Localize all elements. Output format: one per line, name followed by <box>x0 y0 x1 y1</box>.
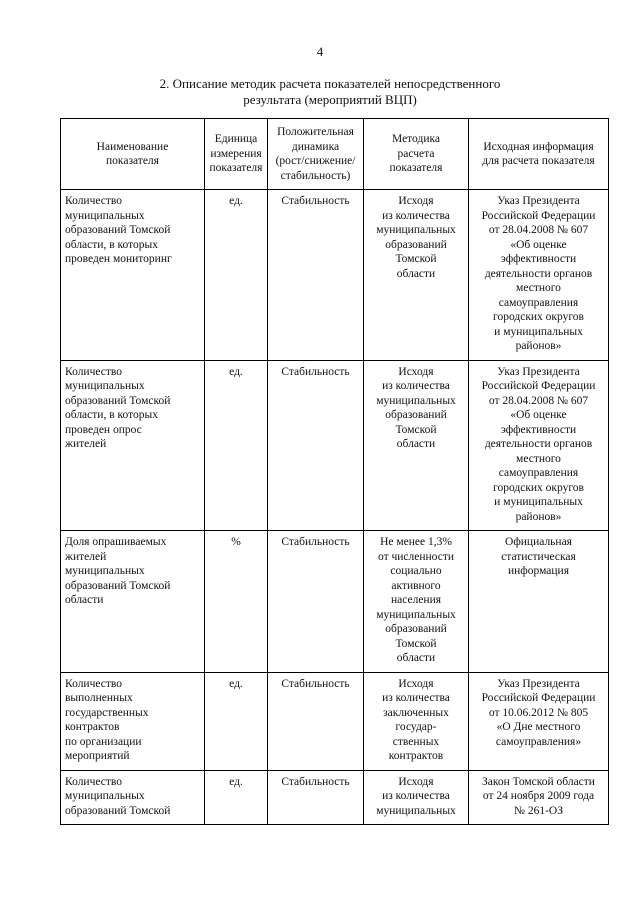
cell-method-line: ственных <box>392 735 440 748</box>
cell-dynamics <box>268 672 364 770</box>
cell-source-line: районов» <box>515 340 562 352</box>
cell-source-line: эффективности <box>500 253 577 265</box>
cell-source-line: Российской Федерации <box>481 209 596 222</box>
cell-source-line: Указ Президента <box>497 195 580 207</box>
cell-indicator-name-line: области <box>65 594 104 606</box>
table-row <box>61 360 609 531</box>
cell-source-line: № 261-ОЗ <box>514 804 563 817</box>
heading-line-1: 2. Описание методик расчета показателей непосредственного <box>159 76 501 91</box>
header-dynamics-line: динамика <box>291 140 340 153</box>
cell-method-line: муниципальных <box>376 224 456 236</box>
cell-source-line: информация <box>508 565 569 577</box>
cell-unit <box>205 190 268 361</box>
header-unit-line: показателя <box>209 162 263 175</box>
cell-unit-line: ед. <box>229 365 243 378</box>
cell-method-line: от численности <box>377 550 454 563</box>
cell-unit <box>205 360 268 531</box>
cell-dynamics-line: Стабильность <box>281 195 350 207</box>
cell-method-line: из количества <box>382 209 450 222</box>
cell-method <box>364 190 469 361</box>
header-unit-line: Единица <box>214 133 258 146</box>
cell-unit-line: % <box>231 536 241 548</box>
cell-method-line: Томской <box>395 423 437 436</box>
cell-indicator-name-line: области, в которых <box>65 238 158 251</box>
header-method <box>364 119 469 190</box>
indicators-table <box>60 118 609 825</box>
cell-indicator-name <box>61 672 205 770</box>
cell-method-line: образований <box>385 238 447 251</box>
table-header-row <box>61 119 609 190</box>
header-unit <box>205 119 268 190</box>
table-row <box>61 190 609 361</box>
cell-method-line: заключенных <box>383 706 449 719</box>
cell-indicator-name-line: проведен опрос <box>65 423 142 436</box>
cell-unit-line: ед. <box>229 775 243 788</box>
cell-source <box>469 770 609 825</box>
cell-dynamics-line: Стабильность <box>281 677 350 690</box>
table-body <box>61 190 609 825</box>
cell-source-line: Российской Федерации <box>481 692 596 704</box>
cell-indicator-name-line: проведен мониторинг <box>65 253 172 265</box>
cell-indicator-name-line: государственных <box>65 706 149 719</box>
cell-source <box>469 360 609 531</box>
cell-indicator-name-line: образований Томской <box>65 804 171 817</box>
cell-source-line: городских округов <box>493 481 584 494</box>
cell-indicator-name-line: жителей <box>65 550 107 563</box>
cell-source-line: городских округов <box>493 311 584 323</box>
cell-unit-line: ед. <box>229 195 243 207</box>
cell-indicator-name-line: по организации <box>65 735 142 748</box>
cell-source-line: эффективности <box>500 423 577 436</box>
header-dynamics-line: Положительная <box>277 126 354 138</box>
cell-indicator-name-line: муниципальных <box>65 790 145 802</box>
cell-method <box>364 360 469 531</box>
header-name <box>61 119 205 190</box>
cell-method-line: Томской <box>395 637 437 650</box>
cell-method-line: образований <box>385 409 447 421</box>
cell-source-line: самоуправления» <box>495 735 582 748</box>
cell-method <box>364 770 469 825</box>
header-name-line: показателя <box>106 155 159 167</box>
cell-dynamics-line: Стабильность <box>281 775 350 788</box>
cell-source-line: районов» <box>515 510 562 523</box>
header-method-line: показателя <box>389 162 443 175</box>
header-source-line: Исходная информация <box>483 140 594 153</box>
header-dynamics-line: (рост/снижение/ <box>275 155 356 167</box>
cell-indicator-name-line: Количество <box>65 775 122 788</box>
cell-source-line: Российской Федерации <box>481 380 596 392</box>
cell-method-line: Исходя <box>398 365 434 378</box>
cell-indicator-name-line: муниципальных <box>65 209 145 222</box>
cell-method-line: социально <box>390 565 442 577</box>
cell-source <box>469 672 609 770</box>
cell-indicator-name-line: Количество <box>65 677 122 690</box>
header-source-line: для расчета показателя <box>482 155 595 167</box>
cell-source-line: от 28.04.2008 № 607 <box>488 224 589 236</box>
cell-method-line: активного <box>391 579 441 592</box>
cell-indicator-name-line: муниципальных <box>65 380 145 392</box>
cell-indicator-name <box>61 770 205 825</box>
cell-method <box>364 672 469 770</box>
table-row <box>61 672 609 770</box>
cell-method-line: государ- <box>395 721 437 733</box>
cell-source <box>469 190 609 361</box>
cell-indicator-name <box>61 531 205 673</box>
cell-dynamics <box>268 360 364 531</box>
cell-source-line: Закон Томской области <box>482 775 595 788</box>
cell-indicator-name-line: Доля опрашиваемых <box>65 536 167 548</box>
cell-indicator-name-line: образований Томской <box>65 579 171 592</box>
cell-method <box>364 531 469 673</box>
cell-source-line: статистическая <box>501 550 576 563</box>
cell-source-line: «О Дне местного <box>496 721 581 733</box>
cell-method-line: Исходя <box>398 775 434 788</box>
cell-source-line: и муниципальных <box>494 325 583 338</box>
header-method-line: расчета <box>397 147 435 160</box>
cell-dynamics-line: Стабильность <box>281 365 350 378</box>
cell-source-line: «Об оценке <box>510 238 567 251</box>
cell-source <box>469 531 609 673</box>
cell-indicator-name-line: Количество <box>65 195 122 207</box>
cell-source-line: Указ Президента <box>497 365 580 378</box>
cell-method-line: из количества <box>382 692 450 704</box>
cell-source-line: и муниципальных <box>494 496 583 508</box>
cell-indicator-name-line: контрактов <box>65 721 120 733</box>
header-name-line: Наименование <box>96 140 169 153</box>
cell-source-line: Указ Президента <box>497 677 580 690</box>
header-method-line: Методика <box>392 133 440 146</box>
cell-unit <box>205 770 268 825</box>
cell-unit <box>205 672 268 770</box>
cell-indicator-name-line: выполненных <box>65 692 133 704</box>
table-row <box>61 531 609 673</box>
cell-source-line: деятельности органов <box>484 438 593 450</box>
cell-indicator-name-line: мероприятий <box>65 750 130 762</box>
cell-source-line: «Об оценке <box>510 409 567 421</box>
header-dynamics-line: стабильность) <box>280 169 351 182</box>
cell-indicator-name-line: образований Томской <box>65 394 171 407</box>
cell-method-line: муниципальных <box>376 394 456 407</box>
cell-source-line: от 28.04.2008 № 607 <box>488 394 589 407</box>
header-unit-line: измерения <box>210 147 262 160</box>
cell-indicator-name <box>61 360 205 531</box>
cell-method-line: Исходя <box>398 677 434 690</box>
cell-source-line: местного <box>516 452 561 465</box>
cell-source-line: от 10.06.2012 № 805 <box>488 706 589 719</box>
cell-method-line: населения <box>390 594 442 606</box>
cell-method-line: из количества <box>382 380 450 392</box>
cell-indicator-name <box>61 190 205 361</box>
cell-method-line: муниципальных <box>376 804 456 817</box>
cell-method-line: из количества <box>382 790 450 802</box>
cell-method-line: муниципальных <box>376 608 456 621</box>
cell-dynamics <box>268 770 364 825</box>
cell-method-line: области <box>396 267 436 280</box>
cell-method-line: контрактов <box>388 750 444 762</box>
heading-line-2: результата (мероприятий ВЦП) <box>243 92 417 107</box>
cell-method-line: области <box>396 438 436 450</box>
cell-method-line: Томской <box>395 253 437 265</box>
cell-unit-line: ед. <box>229 677 243 690</box>
header-source <box>469 119 609 190</box>
cell-source-line: от 24 ноября 2009 года <box>482 790 595 802</box>
cell-source-line: деятельности органов <box>484 267 593 280</box>
page-number: 4 <box>316 44 324 59</box>
cell-indicator-name-line: Количество <box>65 365 122 378</box>
header-dynamics <box>268 119 364 190</box>
cell-indicator-name-line: муниципальных <box>65 565 145 577</box>
cell-source-line: Официальная <box>505 536 572 548</box>
cell-indicator-name-line: области, в которых <box>65 409 158 421</box>
cell-dynamics <box>268 190 364 361</box>
cell-method-line: Исходя <box>398 195 434 207</box>
cell-source-line: самоуправления <box>498 467 579 479</box>
cell-indicator-name-line: образований Томской <box>65 224 171 236</box>
cell-method-line: Не менее 1,3% <box>380 536 452 548</box>
table-row <box>61 770 609 825</box>
cell-source-line: местного <box>516 282 561 294</box>
cell-indicator-name-line: жителей <box>65 438 107 450</box>
cell-method-line: области <box>396 652 436 664</box>
cell-source-line: самоуправления <box>498 296 579 309</box>
cell-method-line: образований <box>385 623 447 635</box>
cell-dynamics <box>268 531 364 673</box>
cell-unit <box>205 531 268 673</box>
section-heading <box>80 76 580 108</box>
cell-dynamics-line: Стабильность <box>281 536 350 548</box>
